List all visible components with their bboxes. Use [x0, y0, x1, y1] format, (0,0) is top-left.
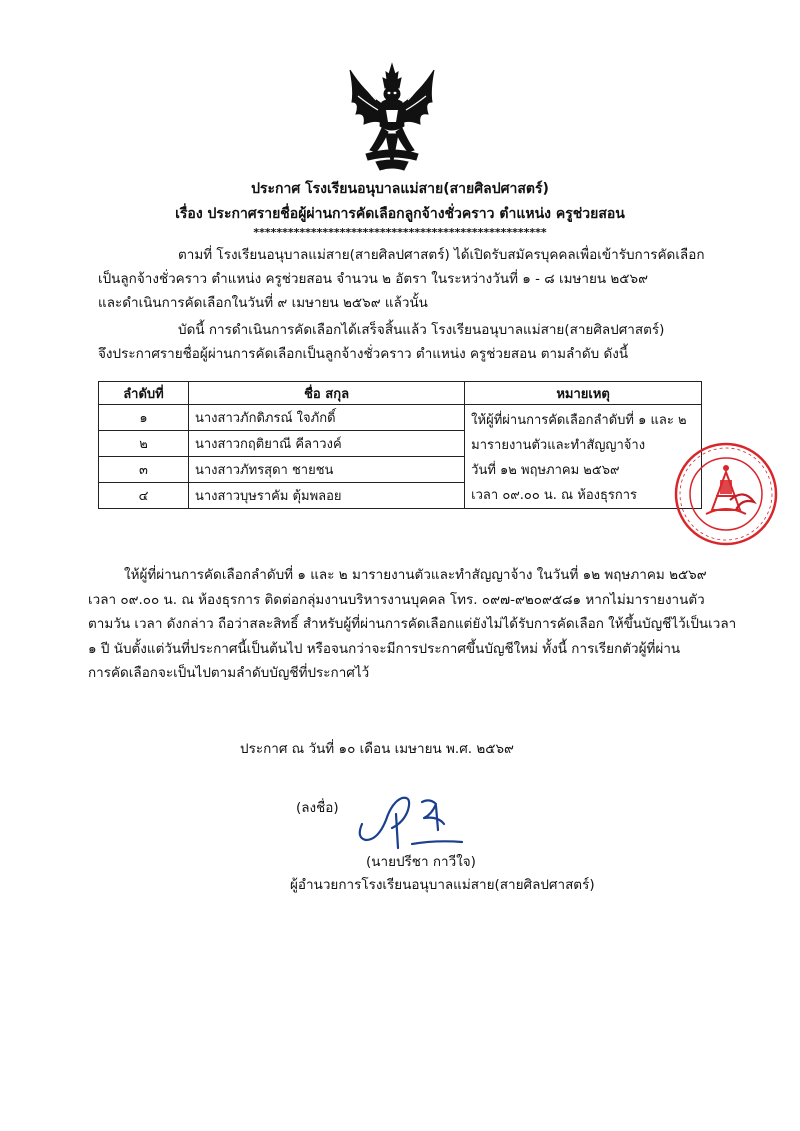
remark-line: เวลา ๐๙.๐๐ น. ณ ห้องธุรการ [471, 488, 638, 503]
row-order: ๒ [99, 431, 189, 457]
intro-line-2: เป็นลูกจ้างชั่วคราว ตำแหน่ง ครูช่วยสอน จำนวน ๒ อัตรา ในระหว่างวันที่ ๑ - ๘ เมษายน ๒๕๖๙ [98, 271, 648, 287]
row-name: นางสาวภักดิภรณ์ ใจภักดิ์ [188, 405, 464, 431]
header-order: ลำดับที่ [99, 382, 189, 405]
instruction-line-4: ๑ ปี นับตั้งแต่วันที่ประกาศนี้เป็นต้นไป หรือจนกว่าจะมีการประกาศขึ้นบัญชีใหม่ ทั้งนี้ การเรียกตัวผู้ที่ผ่าน [88, 640, 681, 657]
selected-candidates-table [98, 381, 702, 509]
row-order: ๔ [99, 483, 189, 509]
instruction-paragraph [88, 563, 737, 686]
instruction-line-1: ให้ผู้ที่ผ่านการคัดเลือกลำดับที่ ๑ และ ๒ มารายงานตัวและทำสัญญาจ้าง ในวันที่ ๑๒ พฤษภาคม ๒๕๖๙ [124, 567, 707, 583]
table-header-row [99, 382, 702, 405]
remark-line: ให้ผู้ที่ผ่านการคัดเลือกลำดับที่ ๑ และ ๒ [471, 413, 687, 428]
intro-line-1: ตามที่ โรงเรียนอนุบาลแม่สาย(สายศิลปศาสตร์) ได้เปิดรับสมัครบุคคลเพื่อเข้ารับการคัดเลือก [178, 247, 705, 263]
signer-name: (นายปรีชา กาวีใจ) [366, 854, 476, 870]
signed-label: (ลงชื่อ) [296, 800, 339, 816]
instruction-line-5: การคัดเลือกจะเป็นไปตามลำดับบัญชีที่ประกาศไว้ [88, 665, 370, 681]
instruction-line-3: ตามวัน เวลา ดังกล่าว ถือว่าสละสิทธิ์ สำหรับผู้ที่ผ่านการคัดเลือกแต่ยังไม่ได้รับการคัดเลือก ให้ขึ้นบัญชีไว้เป็นเวลา [88, 616, 737, 632]
header-name: ชื่อ สกุล [188, 382, 464, 405]
row-name: นางสาวบุษราคัม ตุ้มพลอย [188, 483, 464, 509]
intro-line-3: และดำเนินการคัดเลือกในวันที่ ๙ เมษายน ๒๕๖๙ แล้วนั้น [98, 295, 428, 311]
remark-line: วันที่ ๑๒ พฤษภาคม ๒๕๖๙ [471, 463, 620, 478]
intro-line-5: จึงประกาศรายชื่อผู้ผ่านการคัดเลือกเป็นลูกจ้างชั่วคราว ตำแหน่ง ครูช่วยสอน ตามลำดับ ดังนี้ [98, 346, 629, 362]
announcement-title: ประกาศ โรงเรียนอนุบาลแม่สาย(สายศิลปศาสตร์) [251, 181, 549, 197]
table-row [99, 405, 702, 431]
header-remark: หมายเหตุ [465, 382, 702, 405]
school-seal-stamp-icon [672, 440, 780, 548]
intro-line-4: บัดนี้ การดำเนินการคัดเลือกได้เสร็จสิ้นแล้ว โรงเรียนอนุบาลแม่สาย(สายศิลปศาสตร์) [178, 322, 665, 338]
remark-line: มารายงานตัวและทำสัญญาจ้าง [471, 438, 646, 453]
signer-position: ผู้อำนวยการโรงเรียนอนุบาลแม่สาย(สายศิลปศาสตร์) [290, 877, 595, 893]
row-name: นางสาวภัทรสุดา ชายชน [188, 457, 464, 483]
instruction-line-2: เวลา ๐๙.๐๐ น. ณ ห้องธุรการ ติดต่อกลุ่มงานบริหารงานบุคคล โทร. ๐๙๗-๙๒๐๙๕๘๑ หากไม่มารายงานตัว [88, 591, 705, 608]
handwritten-signature-icon [352, 784, 470, 852]
announcement-subject: เรื่อง ประกาศรายชื่อผู้ผ่านการคัดเลือกลูกจ้างชั่วคราว ตำแหน่ง ครูช่วยสอน [175, 206, 625, 222]
announcement-date: ประกาศ ณ วันที่ ๑๐ เดือน เมษายน พ.ศ. ๒๕๖๙ [240, 741, 514, 757]
garuda-emblem-icon [346, 62, 438, 174]
row-name: นางสาวกฤติยาณี คีลาวงค์ [188, 431, 464, 457]
separator-line: *************************************************** [253, 226, 547, 239]
row-order: ๑ [99, 405, 189, 431]
row-order: ๓ [99, 457, 189, 483]
remark-cell [465, 405, 702, 509]
